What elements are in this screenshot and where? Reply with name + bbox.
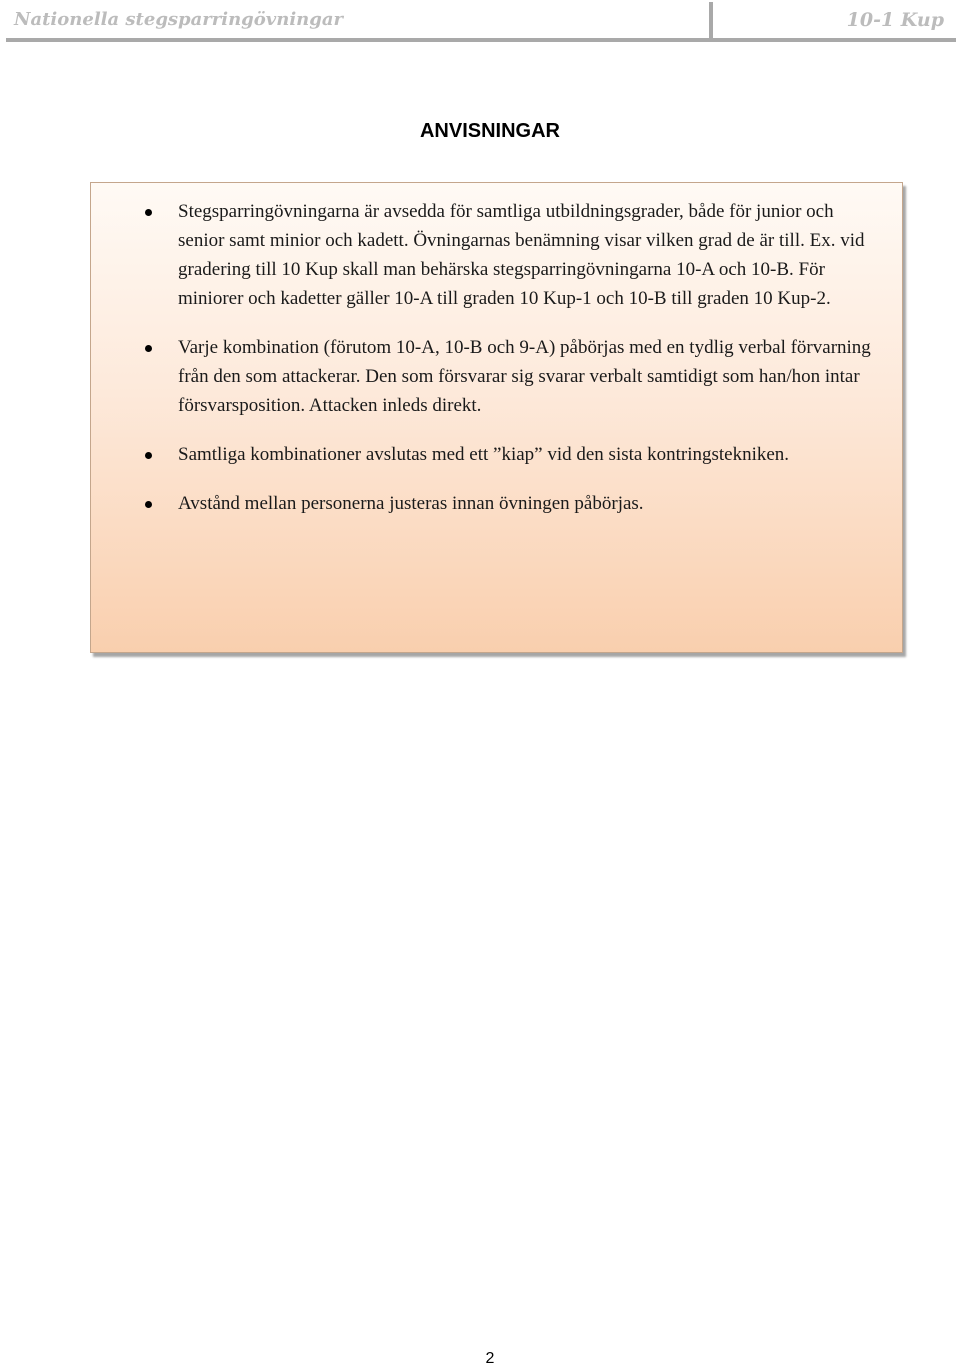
bullet-icon	[145, 501, 152, 508]
header-level-label: 10-1 Kup	[846, 9, 944, 31]
page-title: ANVISNINGAR	[419, 120, 560, 142]
page-number: 2	[485, 1350, 495, 1367]
bullet-icon	[145, 209, 152, 216]
header-divider	[709, 2, 713, 40]
bullet-icon	[145, 345, 152, 352]
instructions-list	[91, 197, 902, 538]
instruction-text: Samtliga kombinationer avslutas med ett ”kiap” vid den sista kontringstekniken.	[178, 444, 790, 465]
list-item	[91, 440, 902, 469]
instruction-text: Stegsparringövningarna är avsedda för samtliga utbildningsgrader, både för junior och senior samt minior och kadett. Övningarnas benämning visar vilken grad de är till. Ex. vid gradering till 10 Kup skall man behärska stegsparringövningarna 10-A och 10-B. För miniorer och kadetter gäller 10-A till graden 10 Kup-1 och 10-B till graden 10 Kup-2.	[178, 201, 865, 309]
header-rule	[6, 38, 956, 42]
list-item	[91, 489, 902, 518]
instruction-text: Varje kombination (förutom 10-A, 10-B och 9-A) påbörjas med en tydlig verbal förvarning från den som attackerar. Den som försvarar sig svarar verbalt samtidigt som han/hon intar försvarsposition. Attacken inleds direkt.	[178, 337, 871, 416]
instruction-text: Avstånd mellan personerna justeras innan övningen påbörjas.	[178, 493, 644, 514]
list-item	[91, 197, 902, 313]
instructions-box	[90, 182, 903, 653]
page-header	[0, 0, 960, 44]
header-document-title: Nationella stegsparringövningar	[14, 9, 343, 30]
bullet-icon	[145, 452, 152, 459]
list-item	[91, 333, 902, 420]
